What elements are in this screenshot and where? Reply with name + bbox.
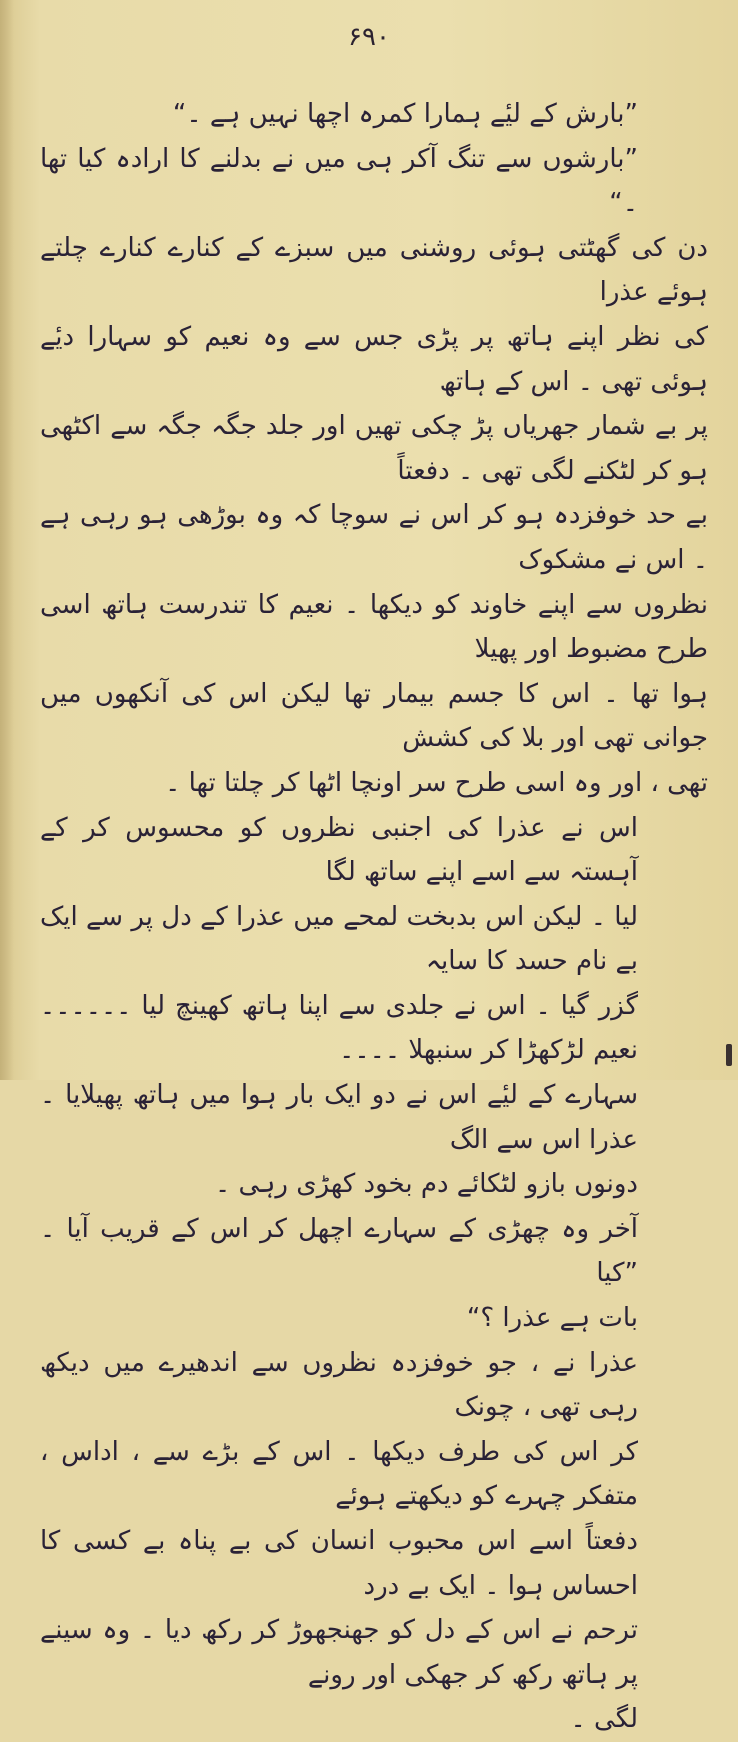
paragraph: دن کی گھٹتی ہوئی روشنی میں سبزے کے کنارے کنارے چلتے ہوئے عذرا کی نظر اپنے ہاتھ پر پڑی جس سے وہ نعیم کو سہارا دیٔے ہوئی تھی ۔ اس کے ہاتھ پر بے شمار جھریاں پڑ چکی تھیں اور جلد جگہ جگہ سے اکٹھی ہو کر لٹکنے لگی تھی ۔ دفعتاً بے حد خوفزدہ ہو کر اس نے سوچا کہ وہ بوڑھی ہو رہی ہے ۔ اس نے مشکوک نظروں سے اپنے خاوند کو دیکھا ۔ نعیم کا تندرست ہاتھ اسی طرح مضبوط اور پھیلا ہوا تھا ۔ اس کا جسم بیمار تھا لیکن اس کی آنکھوں میں جوانی تھی اور بلا کی کشش تھی ، اور وہ اسی طرح سر اونچا اٹھا کر چلتا تھا ۔ xyxy=(40,232,708,798)
paragraph: ”بارش کے لیٔے ہمارا کمرہ اچھا نہیں ہے ۔“ xyxy=(172,99,638,129)
page-edge-mark xyxy=(726,1044,732,1066)
paragraph: عذرا نے ، جو خوفزدہ نظروں سے اندھیرے میں دیکھ رہی تھی ، چونک کر اس کی طرف دیکھا ۔ اس کے بڑے سے ، اداس ، متفکر چہرے کو دیکھتے ہوئے دفعتاً اسے اس محبوب انسان کی بے پناہ بے کسی کا احساس ہوا ۔ ایک بے درد ترحم نے اس کے دل کو جھنجھوڑ کر رکھ دیا ۔ وہ سینے پر ہاتھ رکھ کر جھکی اور رونے لگی ۔ xyxy=(40,1347,638,1735)
body-text xyxy=(40,92,708,1742)
binding-shadow xyxy=(0,0,14,1080)
paragraph: اس نے عذرا کی اجنبی نظروں کو محسوس کر کے آہستہ سے اسے اپنے ساتھ لگا لیا ۔ لیکن اس بدبخت لمحے میں عذرا کے دل پر سے ایک بے نام حسد کا سایہ گزر گیا ۔ اس نے جلدی سے اپنا ہاتھ کھینچ لیا ۔۔۔۔۔۔ نعیم لڑکھڑا کر سنبھلا ۔۔۔۔ سہارے کے لیٔے اس نے دو ایک بار ہوا میں ہاتھ پھیلایا ۔ عذرا اس سے الگ دونوں بازو لٹکائے دم بخود کھڑی رہی ۔ xyxy=(40,812,638,1200)
page-number: ۶۹۰ xyxy=(348,22,390,52)
paragraph: آخر وہ چھڑی کے سہارے اچھل کر اس کے قریب آیا ۔ ”کیا بات ہے عذرا ؟“ xyxy=(40,1213,638,1334)
paragraph: ”بارشوں سے تنگ آکر ہی میں نے بدلنے کا ارادہ کیا تھا ۔“ xyxy=(40,143,638,219)
